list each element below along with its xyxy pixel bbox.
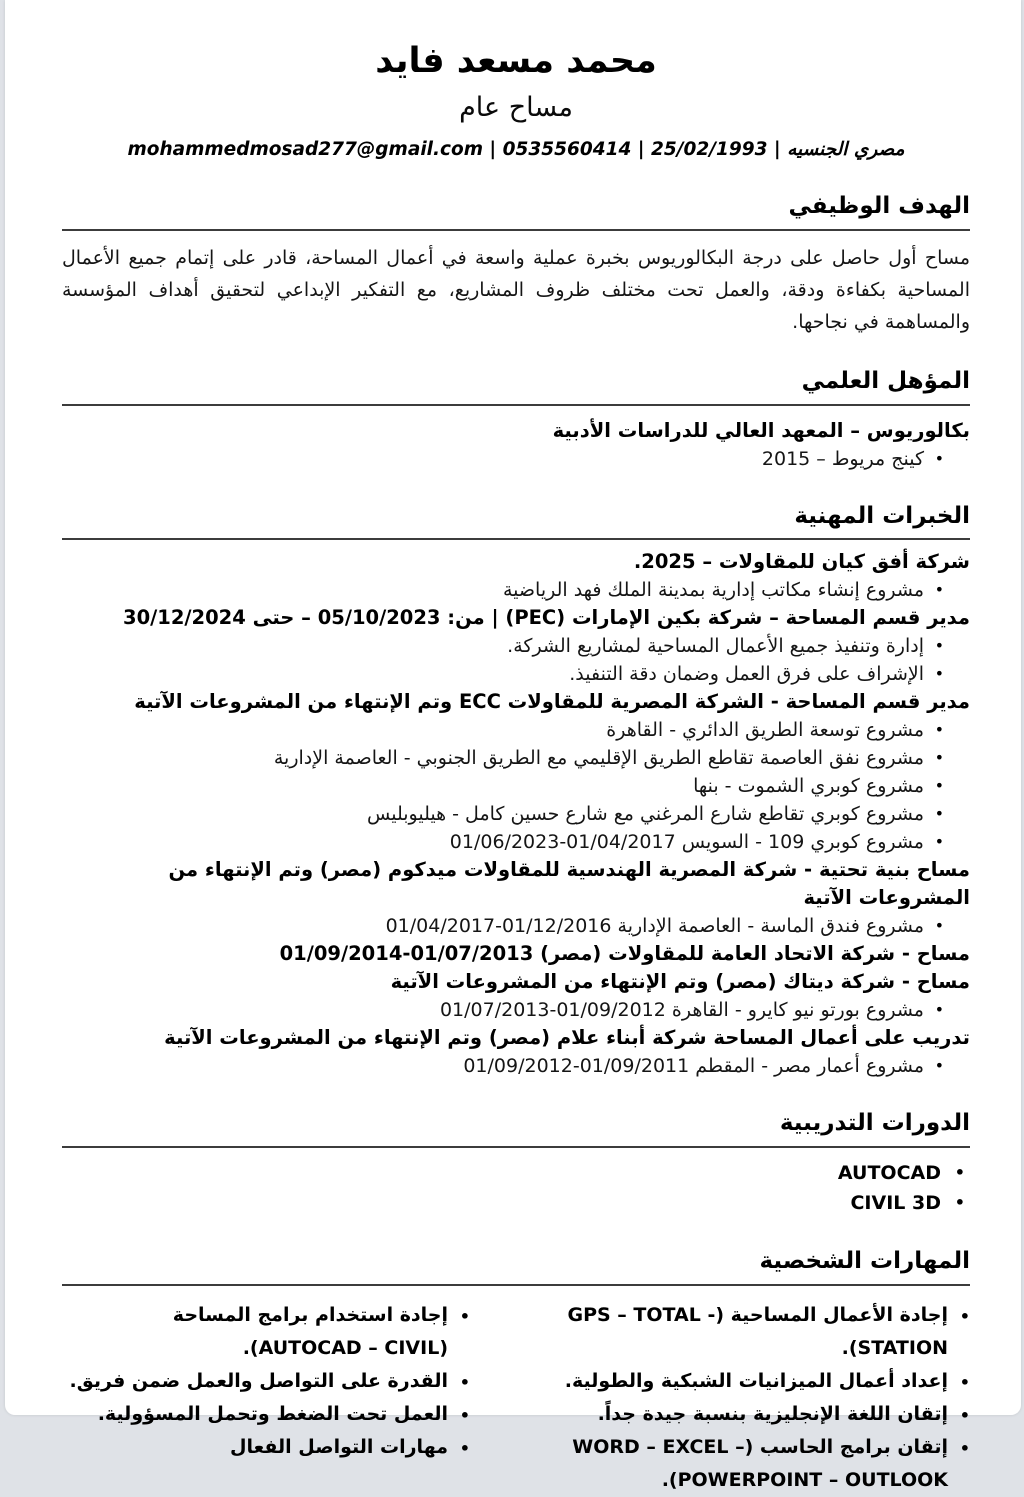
resume-content: [62, 0, 970, 1497]
experience-project: • مشروع توسعة الطريق الدائري - القاهرة: [62, 716, 944, 744]
experience-entry: [62, 856, 970, 940]
education-degree: بكالوريوس – المعهد العالي للدراسات الأدبية: [552, 418, 970, 442]
experience-project: • مشروع كوبري الشموت - بنها: [62, 772, 944, 800]
experience-entry: [62, 1024, 970, 1080]
experience-entry-title: تدريب على أعمال المساحة شركة أبناء علام (مصر) وتم الإنتهاء من المشروعات الآتية: [164, 1026, 970, 1050]
experience-project-list: [62, 576, 970, 604]
section-heading-experience: الخبرات المهنية: [62, 502, 970, 541]
skill-item: • إتقان اللغة الإنجليزية بنسبة جيدة جداً.: [518, 1398, 970, 1431]
experience-project-list: [62, 912, 970, 940]
experience-project: • مشروع كوبري تقاطع شارع المرغني مع شارع حسين كامل - هيليوبليس: [62, 800, 944, 828]
experience-entry-title: شركة أفق كيان للمقاولات – 2025.: [633, 550, 970, 574]
experience-entry: [62, 940, 970, 968]
skill-item: • إتقان برامج الحاسب (WORD – EXCEL – POWERPOINT – OUTLOOK).: [518, 1431, 970, 1497]
experience-project-list: [62, 632, 970, 688]
skill-item: • مهارات التواصل الفعال: [62, 1431, 470, 1464]
course-item: • AUTOCAD: [62, 1158, 965, 1188]
candidate-name: محمد مسعد فايد: [375, 41, 657, 81]
experience-project: • مشروع أعمار مصر - المقطم 01/09/2011-01/09/2012: [62, 1052, 944, 1080]
skill-item: • إجادة استخدام برامج المساحة (AUTOCAD – CIVIL).: [62, 1299, 470, 1365]
experience-entry-title: مدير قسم المساحة – شركة بكين الإمارات (PEC) | من: 05/10/2023 – حتى 30/12/2024: [123, 606, 970, 630]
course-item: • CIVIL 3D: [62, 1188, 965, 1218]
experience-project: • إدارة وتنفيذ جميع الأعمال المساحية لمشاريع الشركة.: [62, 632, 944, 660]
section-heading-courses: الدورات التدريبية: [62, 1109, 970, 1148]
job-title: مساح عام: [459, 91, 573, 123]
section-heading-objective: الهدف الوظيفي: [62, 192, 970, 231]
courses-list: [62, 1158, 970, 1218]
experience-project: • مشروع كوبري 109 - السويس 01/04/2017-01/06/2023: [62, 828, 944, 856]
experience-entries: [62, 548, 970, 1080]
experience-project: • مشروع فندق الماسة - العاصمة الإدارية 01/12/2016-01/04/2017: [62, 912, 944, 940]
skill-item: • العمل تحت الضغط وتحمل المسؤولية.: [62, 1398, 470, 1431]
experience-project-list: [62, 1052, 970, 1080]
skills-column-left: [62, 1299, 470, 1497]
experience-project-list: [62, 996, 970, 1024]
experience-project: • مشروع نفق العاصمة تقاطع الطريق الإقليمي مع الطريق الجنوبي - العاصمة الإدارية: [62, 744, 944, 772]
experience-entry: [62, 968, 970, 1024]
experience-entry: [62, 604, 970, 688]
objective-text: مساح أول حاصل على درجة البكالوريوس بخبرة عملية واسعة في أعمال المساحة، قادر على إتمام جميع الأعمال المساحية بكفاءة ودقة، والعمل تحت مختلف ظروف المشاريع، مع التفكير الإبداعي لتحقيق أهداف المؤسسة والمساهمة في نجاحها.: [62, 246, 970, 333]
experience-entry: [62, 688, 970, 856]
experience-entry-title: مدير قسم المساحة - الشركة المصرية للمقاولات ECC وتم الإنتهاء من المشروعات الآتية: [134, 690, 970, 714]
skill-item: • إجادة الأعمال المساحية (GPS – TOTAL - STATION).: [518, 1299, 970, 1365]
skill-item: • القدرة على التواصل والعمل ضمن فريق.: [62, 1365, 470, 1398]
skills-column-right: [518, 1299, 970, 1497]
resume-page: [5, 0, 1021, 1492]
experience-entry-title: مساح - شركة الاتحاد العامة للمقاولات (مصر) 01/07/2013-01/09/2014: [279, 942, 970, 966]
education-item: • كينج مريوط – 2015: [62, 445, 944, 473]
experience-entry-title: مساح - شركة ديتاك (مصر) وتم الإنتهاء من المشروعات الآتية: [390, 970, 970, 994]
experience-project: • مشروع بورتو نيو كايرو - القاهرة 01/09/2012-01/07/2013: [62, 996, 944, 1024]
education-list: [62, 445, 970, 473]
experience-entry-title: مساح بنية تحتية - شركة المصرية الهندسية للمقاولات ميدكوم (مصر) وتم الإنتهاء من المشروعات الآتية: [168, 858, 970, 910]
section-heading-education: المؤهل العلمي: [62, 367, 970, 406]
experience-project: • مشروع إنشاء مكاتب إدارية بمدينة الملك فهد الرياضية: [62, 576, 944, 604]
experience-entry: [62, 548, 970, 604]
experience-project: • الإشراف على فرق العمل وضمان دقة التنفيذ.: [62, 660, 944, 688]
skill-item: • إعداد أعمال الميزانيات الشبكية والطولية.: [518, 1365, 970, 1398]
section-heading-skills: المهارات الشخصية: [62, 1247, 970, 1286]
skills-columns: [62, 1299, 970, 1497]
experience-project-list: [62, 716, 970, 856]
contact-line: مصري الجنسيه | 25/02/1993 | mohammedmosad277@gmail.com | 0535560414: [127, 138, 905, 160]
